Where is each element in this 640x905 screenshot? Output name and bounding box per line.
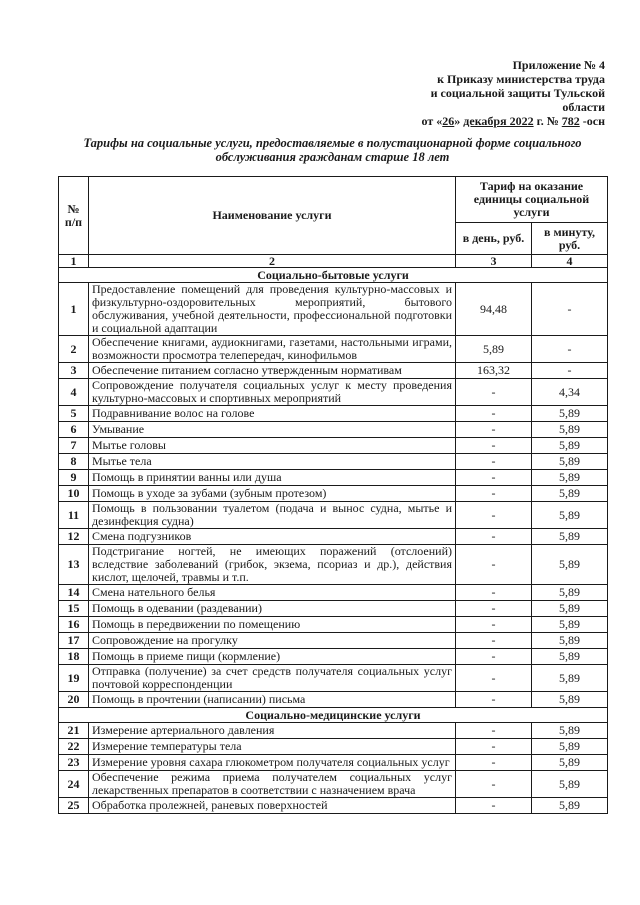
tariff-per-minute: 4,34 (532, 379, 608, 406)
tariff-per-day: - (456, 406, 532, 422)
tariff-per-minute: 5,89 (532, 454, 608, 470)
table-row (59, 363, 608, 379)
row-number: 15 (59, 601, 89, 617)
order-day: 26 (442, 114, 455, 128)
tariff-per-day: - (456, 739, 532, 755)
section-title: Социально-медицинские услуги (59, 708, 608, 723)
service-name: Отправка (получение) за счет средств получателя социальных услуг почтовой корреспонденции (89, 665, 456, 692)
tariff-per-day: - (456, 545, 532, 585)
tariff-per-day: - (456, 649, 532, 665)
service-name: Помощь в уходе за зубами (зубным протезом) (89, 486, 456, 502)
tariff-per-minute: 5,89 (532, 470, 608, 486)
tariff-per-day: 94,48 (456, 283, 532, 336)
row-number: 9 (59, 470, 89, 486)
table-row (59, 486, 608, 502)
tariff-per-day: - (456, 633, 532, 649)
service-name: Умывание (89, 422, 456, 438)
tariff-per-day: 5,89 (456, 336, 532, 363)
column-header-service-name: Наименование услуги (89, 177, 456, 255)
row-number: 8 (59, 454, 89, 470)
tariff-per-minute: 5,89 (532, 406, 608, 422)
service-name: Сопровождение на прогулку (89, 633, 456, 649)
row-number: 20 (59, 692, 89, 708)
service-name: Обеспечение режима приема получателем социальных услуг лекарственных препаратов в соответствии с назначением врача (89, 771, 456, 798)
row-number: 7 (59, 438, 89, 454)
tariff-per-day: - (456, 771, 532, 798)
section-header-row (59, 708, 608, 723)
tariff-per-minute: - (532, 336, 608, 363)
table-row (59, 454, 608, 470)
service-name: Измерение температуры тела (89, 739, 456, 755)
tariff-per-minute: 5,89 (532, 422, 608, 438)
row-number: 23 (59, 755, 89, 771)
table-row (59, 283, 608, 336)
row-number: 10 (59, 486, 89, 502)
table-row (59, 406, 608, 422)
table-row (59, 336, 608, 363)
region-line: области (562, 100, 605, 114)
table-row (59, 755, 608, 771)
tariff-per-day: - (456, 601, 532, 617)
tariff-per-day: - (456, 585, 532, 601)
tariff-table (58, 176, 608, 814)
table-row (59, 379, 608, 406)
table-row (59, 529, 608, 545)
tariff-per-minute: 5,89 (532, 529, 608, 545)
tariff-per-day: - (456, 454, 532, 470)
tariff-per-minute: 5,89 (532, 771, 608, 798)
tariff-per-minute: 5,89 (532, 601, 608, 617)
tariff-per-day: - (456, 502, 532, 529)
tariff-per-day: - (456, 723, 532, 739)
row-number: 13 (59, 545, 89, 585)
service-name: Измерение уровня сахара глюкометром получателя социальных услуг (89, 755, 456, 771)
tariff-per-minute: 5,89 (532, 665, 608, 692)
row-number: 21 (59, 723, 89, 739)
order-number: 782 (561, 114, 580, 128)
row-number: 3 (59, 363, 89, 379)
service-name: Обеспечение питанием согласно утвержденным нормативам (89, 363, 456, 379)
column-header-number: № п/п (59, 177, 89, 255)
tariff-per-day: - (456, 422, 532, 438)
row-number: 25 (59, 798, 89, 814)
tariff-per-minute: 5,89 (532, 633, 608, 649)
table-row (59, 601, 608, 617)
service-name: Подстригание ногтей, не имеющих поражений (отслоений) вследствие заболеваний (грибок, экзема, псориаз и др.), действия кислот, щелочей, травмы и т.п. (89, 545, 456, 585)
tariff-per-day: - (456, 438, 532, 454)
service-name: Обработка пролежней, раневых поверхностей (89, 798, 456, 814)
table-row (59, 692, 608, 708)
row-number: 18 (59, 649, 89, 665)
tariff-per-minute: 5,89 (532, 739, 608, 755)
tariff-per-day: - (456, 379, 532, 406)
tariff-per-minute: 5,89 (532, 755, 608, 771)
tariff-per-day: - (456, 692, 532, 708)
table-row (59, 665, 608, 692)
table-row (59, 617, 608, 633)
column-header-per-minute: в минуту, руб. (532, 223, 608, 255)
service-name: Измерение артериального давления (89, 723, 456, 739)
tariff-per-day: - (456, 486, 532, 502)
tariff-per-minute: - (532, 283, 608, 336)
tariff-per-day: - (456, 617, 532, 633)
order-month-year: декабря 2022 (463, 114, 534, 128)
row-number: 11 (59, 502, 89, 529)
row-number: 24 (59, 771, 89, 798)
document-title: Тарифы на социальные услуги, предоставляемые в полустационарной форме социального обслуживания гражданам старше 18 лет (83, 136, 582, 164)
row-number: 12 (59, 529, 89, 545)
ministry-line: и социальной защиты Тульской (430, 86, 605, 100)
table-row (59, 470, 608, 486)
service-name: Смена подгузников (89, 529, 456, 545)
service-name: Помощь в прочтении (написании) письма (89, 692, 456, 708)
tariff-per-minute: 5,89 (532, 438, 608, 454)
section-header-row (59, 268, 608, 283)
service-name: Мытье головы (89, 438, 456, 454)
tariff-per-day: - (456, 665, 532, 692)
order-date-line: от «26» декабря 2022 г. № 782 -осн (421, 114, 605, 128)
row-number: 6 (59, 422, 89, 438)
column-header-per-day: в день, руб. (456, 223, 532, 255)
table-row (59, 633, 608, 649)
tariff-per-minute: - (532, 363, 608, 379)
column-header-tariff: Тариф на оказание единицы социальной услуги (456, 177, 608, 223)
tariff-per-day: - (456, 470, 532, 486)
table-row (59, 723, 608, 739)
service-name: Обеспечение книгами, аудиокнигами, газетами, настольными играми, возможности просмотра телепередач, кинофильмов (89, 336, 456, 363)
tariff-per-day: - (456, 798, 532, 814)
document-header (422, 58, 605, 128)
row-number: 1 (59, 283, 89, 336)
tariff-per-day: - (456, 755, 532, 771)
tariff-per-minute: 5,89 (532, 585, 608, 601)
service-name: Предоставление помещений для проведения культурно-массовых и физкультурно-оздоровительных мероприятий, бытового обслуживания, учебной деятельности, профессиональной подготовки и социальной адаптации (89, 283, 456, 336)
table-row (59, 771, 608, 798)
table-row (59, 649, 608, 665)
tariff-per-minute: 5,89 (532, 649, 608, 665)
row-number: 17 (59, 633, 89, 649)
table-row (59, 585, 608, 601)
table-row (59, 545, 608, 585)
row-number: 14 (59, 585, 89, 601)
row-number: 2 (59, 336, 89, 363)
tariff-per-minute: 5,89 (532, 545, 608, 585)
tariff-per-minute: 5,89 (532, 502, 608, 529)
service-name: Сопровождение получателя социальных услуг к месту проведения культурно-массовых и спортивных мероприятий (89, 379, 456, 406)
row-number: 19 (59, 665, 89, 692)
table-row (59, 502, 608, 529)
column-index-row: 1 2 3 4 (59, 255, 608, 268)
tariff-per-minute: 5,89 (532, 798, 608, 814)
service-name: Помощь в передвижении по помещению (89, 617, 456, 633)
table-row (59, 739, 608, 755)
service-name: Помощь в приеме пищи (кормление) (89, 649, 456, 665)
row-number: 4 (59, 379, 89, 406)
service-name: Помощь в одевании (раздевании) (89, 601, 456, 617)
row-number: 22 (59, 739, 89, 755)
table-row (59, 438, 608, 454)
tariff-per-minute: 5,89 (532, 617, 608, 633)
table-row (59, 798, 608, 814)
section-title: Социально-бытовые услуги (59, 268, 608, 283)
order-reference-line: к Приказу министерства труда (437, 72, 605, 86)
service-name: Помощь в принятии ванны или душа (89, 470, 456, 486)
tariff-per-minute: 5,89 (532, 486, 608, 502)
table-row (59, 422, 608, 438)
service-name: Смена нательного белья (89, 585, 456, 601)
service-name: Помощь в пользовании туалетом (подача и вынос судна, мытье и дезинфекция судна) (89, 502, 456, 529)
tariff-per-day: 163,32 (456, 363, 532, 379)
service-name: Мытье тела (89, 454, 456, 470)
tariff-per-minute: 5,89 (532, 723, 608, 739)
row-number: 16 (59, 617, 89, 633)
appendix-label: Приложение № 4 (512, 58, 605, 72)
service-name: Подравнивание волос на голове (89, 406, 456, 422)
row-number: 5 (59, 406, 89, 422)
tariff-per-day: - (456, 529, 532, 545)
tariff-per-minute: 5,89 (532, 692, 608, 708)
